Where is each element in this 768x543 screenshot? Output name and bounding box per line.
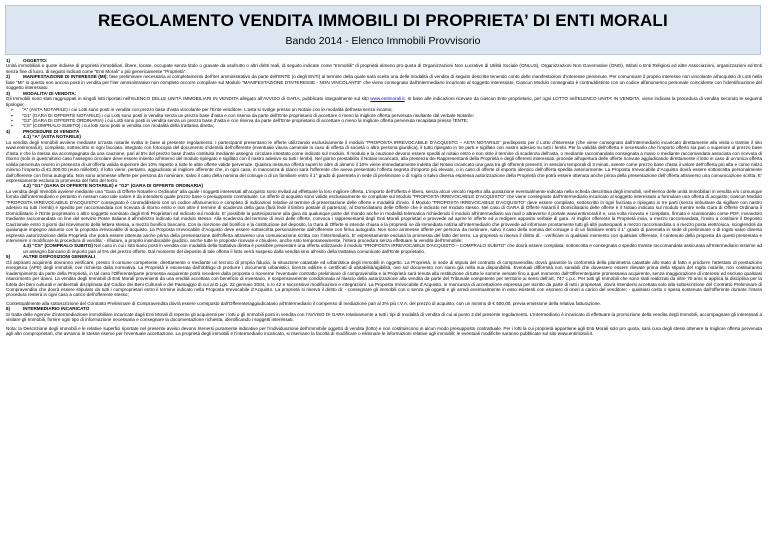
subsection-4-3 [6, 243, 762, 254]
title-banner [5, 5, 761, 55]
section-title: MODALITA’ DI VENDITA: [23, 90, 77, 96]
section-number: 3) [6, 90, 11, 96]
subsection-text: Nel caso in cui i lotti siano posti in vendita con modalità della trattativa diretta è possibile presentare una offerta utilizzando il modulo “PROPOSTA IRREVOCABILE D’ACQUISTO – COMPRALO SUBITO” che dovrà essere compilata, sottoscritta e consegnata o spedito tramite raccomandata assicurata all’Intermediario insieme ad un assegno bancario di importo pari al 5% del prezzo offerto. Dal momento del deposito di tale offerta il lotto verrà sospeso dalla vendita sino all’esito della trattativa comunicato dall’Ente proprietario. [23, 243, 762, 254]
section-5-text: Gli aspiranti acquirenti dovranno verificare, presso il comune competente, direttamente o mediante un tecnico di propria fiducia, la situazione catastale ed urbanistica degli Immobili in oggetto. La Proprietà, in sede di stipula del contratto di compravendita, dovrà garantire la conformità della planimetria catastale allo stato di fatto e produrre l’attestato di prestazione energetica (APE) degli immobili, ove richiesto dalla normativa. La Proprietà è esonerata dall’obbligo di produrre i documenti urbanistici, licenze edilizie e certificati di abitabilità/agibilità, ove sul documento non siano già nella sua disponibilità. Eventuali difformità non sanabili che dovessero essere rilevate prima della stipula del rogito notarile, non costituiranno inadempimento da parte della Proprietà, in tal caso l’Offerente/parte promessa acquirente potrà recedere dalla proposta o riceverne l’eventuale contratto preliminare di compravendita e la Proprietà sarà tenuta alla restituzione di tutte le somme versate fino a quel momento dall’Offerente/parte promessaria acquirente, senza maggiorazione di interessi ed escluso qualsiasi risarcimento per danni. La vendita degli Immobili di Enti Morali provenienti da una eredità accettata con beneficio di inventario, è sospensivamente condizionata al rilascio della autorizzazione alla vendita da parte del Tribunale competente per territorio ai sensi dell’art. 747 c.p.c. Per tutti gli Immobili che sono stati realizzati da oltre 70 anni si applica la disciplina per la tutela dei beni culturali e ambientali disciplinata dal Codice dei Beni Culturali e del Paesaggio di cui al D.Lgs. 22 gennaio 2004, n.ro 42 e successive modificazioni e integrazioni. La Proposta Irrevocabile d’Acquisto, in mancanza di accettazione espressa per iscritto da parte di tutti i proprietari, dovrà intendersi accettata solo alla sottoscrizione del Contratto Preliminare di Compravendita che dovrà essere stipulato da tutti i comproprietari entro il termine indicato nella Proposta Irrevocabile d’Acquisto. La proprietà si riserva il diritto di: - consegnare gli immobili con o senza gli oggetti e gli arredi eventualmente in esso esistenti con esonero di oneri a carico del venditore; - qualsiasi costo o spesa sostenuta dall’offerente durante l’intera procedura resterà in ogni caso a carico dell’offerente stesso; [6, 259, 762, 298]
section-6-text: Si tratta delle Agenzie d’intermediazione immobiliare incaricate dagli Enti Morali di reperire gli acquirenti per i lotti o gli Immobili posti in vendita con l’AVVISO DI GARA relativamente a tutti i tipi di modalità di vendita di cui ai punto 3 del presente regolamento. L’Intermediario è incaricato di effettuare la promozione della vendita degli Immobili, accompagnare gli interessati a visitare gli Immobili, fornire ogni tipo di informazione necessaria e consegnare la documentazione richiesta, identificando i soggetti interessati. [6, 311, 762, 323]
section-title: MANIFESTAZIONE DI INTERESSE (MI): [23, 74, 108, 80]
section-title: OGGETTO: [23, 58, 48, 63]
section-text: fase preliminare necessaria al completamento dell’iter amministrativo da parte dell’ENTE (o degli ENTI) al termine della quale sarà scelta una delle modalità di vendita di seguito descritte tenendo conto delle manifestazioni d’interesse pervenute. Per comunicare il proprio interesse non vincolante all’acquisto di Lotti nella fase “MI” in questo non ancora posti in vendita per l’iter amministrativo non completo occorre compilare sul Modulo “MANIFESTAZIONE D’INTERESSE - NON VINCOLANTE” che viene consegnato dall’Intermediario incaricato al soggetto interessato. Ciascun Modulo consegnato è contraddistinto con un codice alfanumerico personale coincidente con l’identificazione del soggetto interessato. [6, 74, 762, 91]
page-subtitle: Bando 2014 - Elenco Immobili Provvisorio [285, 35, 481, 47]
list-item: ➢ “CS” (COMPRALO SUBITO) i cui lotti sono posti in vendita con modalità della trattativa diretta; [6, 123, 762, 128]
site-link[interactable]: www.entimorali.it [370, 96, 405, 102]
section-title: ALTRE DISPOSIZIONI GENERALI [23, 254, 96, 260]
section-number: 2) [6, 74, 11, 80]
subsection-4-1-text: La vendita degli Immobili avviene mediante un’asta notarile svolta in base al presente regolamento. I partecipanti presentano le offerte utilizzando esclusivamente il modulo “PROPOSTA IRREVOCABILE D’ACQUISTO – ASTA NOTARILE” predisposto per il Lotto d’interesse (che viene consegnato dall’intermediario incaricato direttamente alla visita o tramite il sito www.entimorali.it), compilato, sottoscritto in ogni facciata, integrato con fotocopia del documento d’identità dell’offerente (eventuale visura camerale in caso di offerta di società o altra persona giuridica), il tutto ripiegato in tre parti e sigillato con nastro adesivo su tutti i lembi. Per la validità dell’offerta è necessario che l’importo offerto sia pari o superiore al prezzo base d’asta e che la stessa sia accompagnata da una cauzione, pari al 5% del prezzo base d’asta costituita mediante assegno circolare intestato come indicato sul modulo. Il modulo e la cauzione devono essere spediti al notaio entro e non oltre il termine di scadenza dell’asta, o mediante raccomandata consegnata a mano o mediante raccomandata associata con ricevuta di ritorno (solo in quest’ultimo caso l’assegno circolare deve essere inserito all’interno del modulo ripiegato e sigillato con il nastro adesivo su tutti i lembi). Nel giorno prestabilito il Notaio incaricato, alla presenza dei Rappresentanti della Proprietà e degli offerenti interessati, procede all’apertura delle offerte ricevute aggiudicando direttamente il lotto in caso di un’unica offerta valida pervenuta ovvero in presenza di un’offerta valida superiore del 10% rispetto a tutte le altre offerte valide pervenute. Qualora nessuna offerta superi le altre di almeno il 10% viene immediatamente indetta dal Notaio incaricato una gara tra gli offerenti presenti, in sessioni temporali di 3 minuti, avente come prezzo base d’asta il valore dell’offerta più alta e come rialzo minimo l’importo di €1.000,00 (euro mille/00). Il lotto viene, pertanto, aggiudicato al migliore offerente che, in ogni caso, in mancanza di rilanci sarà l’offerente che aveva presentato l’offerta segreta d’importo più elevato, o in caso di offerte di importo identico dell’offerta spedita anteriormente. La Proposta Irrevocabile d’Acquisto dovrà essere sottoscritta personalmente dall’offerente con firma autografa. Non sono ammesse offerte per persona da nominare, salvo il caso della nomina del coniuge o di un familiare entro il 1° grado di parentela in sede di preliminare o di rogito o salvo diversa espressa autorizzazione della Proprietà che potrà essere ottenuta anche prima della presentazione dell’offerta attraverso una comunicazione scritta. E’ espressamente esclusa la promessa del fatto del terzo. [6, 139, 762, 183]
footer-note: Nota: la Descrizione degli immobili e le relative superfici riportate nel presente avviso devono ritenersi puramente indicative per l’individuazione dell’immobile oggetto di vendita (lotto) e non costituiscono in alcun modo presupposto contrattuale. Per i lotti la cui proprietà appartiene agli Enti Morali solo pro quota, sarà cura degli stessi ottenere la migliore offerta pervenuta agli altri comproprietari, che avranno le stesse riserve per l’eventuale accettazione. La proprietà degli immobili e l’intermediario incaricato, si riservano la facoltà di modificare o eliminare le informazioni relative agli immobili; le eventuali modifiche saranno pubblicate sul sito www.entimorali.it. [6, 325, 762, 337]
section-number: 5) [6, 254, 11, 260]
section-5-tail: Contestualmente alla sottoscrizione del Contratto Preliminare di Compravendita dovrà essere corrisposto dall’Offerente/aggiudicatario all’Intermediario il compenso di mediazione pari al 3% più I.V.A. del prezzo di acquisto, con un minimo di € 500,00, previa emissione della relativa fatturazione. [6, 300, 601, 306]
subsection-4-2-title: 4.2) “G1” (GARA DI OFFERTE NOTARILE) e “G2” (GARA DI OFFERTE ORDINARIA) [23, 183, 204, 189]
section-number: 4) [6, 128, 11, 134]
arrow-bullet-icon: ➢ [10, 112, 14, 118]
list-item: ➢ “G2” (GARA DI OFFERTE ORDINARIA) i cui Lotti sono posti in vendita senza un prezzo base d’asta e con riserva da parte dell’Ente proprietario di accettare o meno la migliore offerta pervenuta recapitata presso l’ENTE; [6, 118, 762, 123]
regulation-body [6, 58, 762, 337]
page-title: REGOLAMENTO VENDITA IMMOBILI DI PROPRIETA’ DI ENTI MORALI [98, 11, 668, 30]
section-2 [6, 74, 762, 90]
section-1-text: Unità immobiliari o quote indivise di proprietà immobiliari, libere, locate, occupate senza titolo o gravate da usufrutto o altri diritti reali, di seguito indicate come “Immobili” di proprietà almeno pro-quota di Organizzazioni Non Lucrative di Utilità Sociale (ONLUS), Organizzazioni Non Governative (ONG), Istituti o Enti Religiosi ed altre Associazioni, organizzazioni ed Enti senza fine di lucro, di seguito indicati come “Enti Morali” o più genericamente “Proprietà”. [6, 63, 762, 74]
arrow-bullet-icon: ➢ [10, 117, 14, 123]
section-title: INTERMEDIARIO INCARICATO [23, 306, 90, 312]
subsection-4-1-title: 4.1) “A” (ASTA NOTARILE) [23, 134, 81, 140]
arrow-bullet-icon: ➢ [10, 107, 14, 113]
list-item: ➢ “G1” (GARA DI OFFERTE NOTARILE) i cui Lotti sono posti in vendita senza un prezzo base d’asta e con riserva da parte dell’Ente proprietario di accettare o meno la migliore offerta pervenuta risultante dal verbale Notarile; [6, 113, 762, 118]
section-number: 6) [6, 306, 11, 312]
section-number: 1) [6, 58, 11, 63]
subsection-4-2-text: La vendita degli Immobili avviene mediante una “Gara di Offerte Notarile o Ordinaria” alla quale i soggetti interessati all’acquisto sono invitati ad effettuare la loro migliore offerta. L’importo dell’offerta è libero, senza alcun vincolo rispetto alla quotazione eventualmente indicata nella scheda descrittiva degli immobili, nell’elenco delle unità immobiliari in vendita e/o comunque fornita dall’intermediario e pertanto in nessun caso tale valore è da intendersi quale prezzo base o presupposto contrattuale. Le offerte di acquisto sono valide esclusivamente se compilate sul Modulo “PROPOSTA IRREVOCABILE D’ACQUISTO” che viene consegnato dall’Intermediario incaricato al soggetto interessato a formulare una offerta di acquisto; ciascun Modulo “PROPOSTA IRREVOCABILE D’ACQUISTO” consegnato è contraddistinto con un codice alfanumerico e completo di indicazioni relative al termine di presentazione delle offerte e modalità d’invio. Il Modulo “PROPOSTA IRREVOCABILE D’ACQUISTO” deve essere compilato, sottoscritto in ogni facciata e ripiegato in tre parti (senza imbustare da sigillare con nastro adesivo su tutti i lembi) e spedito per raccomandata con ricevuta di ritorno entro e non oltre il termine di scadenza della gara (farà fede il timbro postale di partenza), al Domiciliatario delle Offerte che è indicato nel modulo stesso. Nel caso di GARA di Offerte Notarili il Domiciliatario delle offerte è il Notaio indicato sul modulo mentre nella Gara di Offerte Ordinaria il Domiciliatario è l’Ente proprietario o altro soggetto nominato dagli Enti Proprietari ed indicato sul modulo. E’ possibile la partecipazione alla gara da qualunque parte del mondo anche in modalità telematica richiedendo il modulo all’intermediario via mail o attraverso il portale www.entimorali.it e, una volta ricevuto e compilato, firmato e scansionato come PDF, inviandolo mediante raccomandata on line del servizio Poste Italiane.it all’indirizzo indicato sul modulo stesso. Alla scadenza del termine di invio delle offerte, convoca i rappresentanti degli Enti Morali proprietari e provvede ad aprire le offerte ed a redigere apposito verbale di gara. Al miglior offerente la Proprietà invia, a mezzo raccomandata, l’invito a costituire il Deposito Cauzionale entro 3 giorni dal ricevimento della lettera stessa, a mezzo bonifico bancario. Con la ricezione del bonifico e la costituzione del deposito, la Gara di Offerte si intende chiusa e la proprietà ne dà immediata notizia all’intermediario che provvede ad informare prontamente tutti gli altri partecipanti a mezzo raccomandata o a mezzo posta elettronica, scioglendoli da qualunque impegno assunto con la proposta irrevocabile di acquisto. La Proposta Irrevocabile d’Acquisto deve essere sottoscritta personalmente dall’offerente con firma autografa. Non sono ammesse offerte per persona da nominare, salvo il caso della nomina del coniuge o di un familiare entro il 1° grado di parentela in sede di preliminare o di rogito salvo diversa espressa autorizzazione della Proprietà che potrà essere ottenuta anche prima della presentazione dell’offerta attraverso una comunicazione scritta con l’intermediario. E’ espressamente esclusa la promessa del fatto del terzo. La proprietà si riserva il diritto di: - verificare in qualsiasi momento con qualsiasi offerente, il contenuto della proposta da questi presentata e intervenire o modificare la procedura di vendita; - rifiutare, a proprio insindacabile giudizio, anche tutte le proposte ricevute e chiudere, anche solo temporaneamente, l’intera procedura senza effettuare la vendita dell’Immobile; [6, 188, 763, 243]
arrow-bullet-icon: ➢ [10, 123, 14, 129]
section-title: PROCEDURE DI VENDITA [23, 128, 80, 134]
list-item: ➢ “A” (ASTA NOTARILE) i cui Lotti sono posti in vendita con prezzo base d’asta vincolante per l’Ente venditore. L’asta si svolge presso un Notaio con le modalità dell’asta senza incanto; [6, 107, 762, 112]
section-3-text: Gli Immobili sono stati raggruppati in singoli lotti riportati nell’ELENCO DELLE UNITÀ IMMOBILIARI IN VENDITA allegato all’AVVISO di GARA, pubblicato integralmente sul sito www.entimorali.it. In base alle indicazioni ricevute da ciascun Ente proprietario, per ogni LOTTO nell’ELENCO UNITA’ IN VENDITA, viene indicata la procedura di vendita secondo le seguenti tipologie: [6, 96, 763, 107]
subsection-title: 4.3) “CS” (COMPRALO SUBITO) [23, 243, 93, 249]
